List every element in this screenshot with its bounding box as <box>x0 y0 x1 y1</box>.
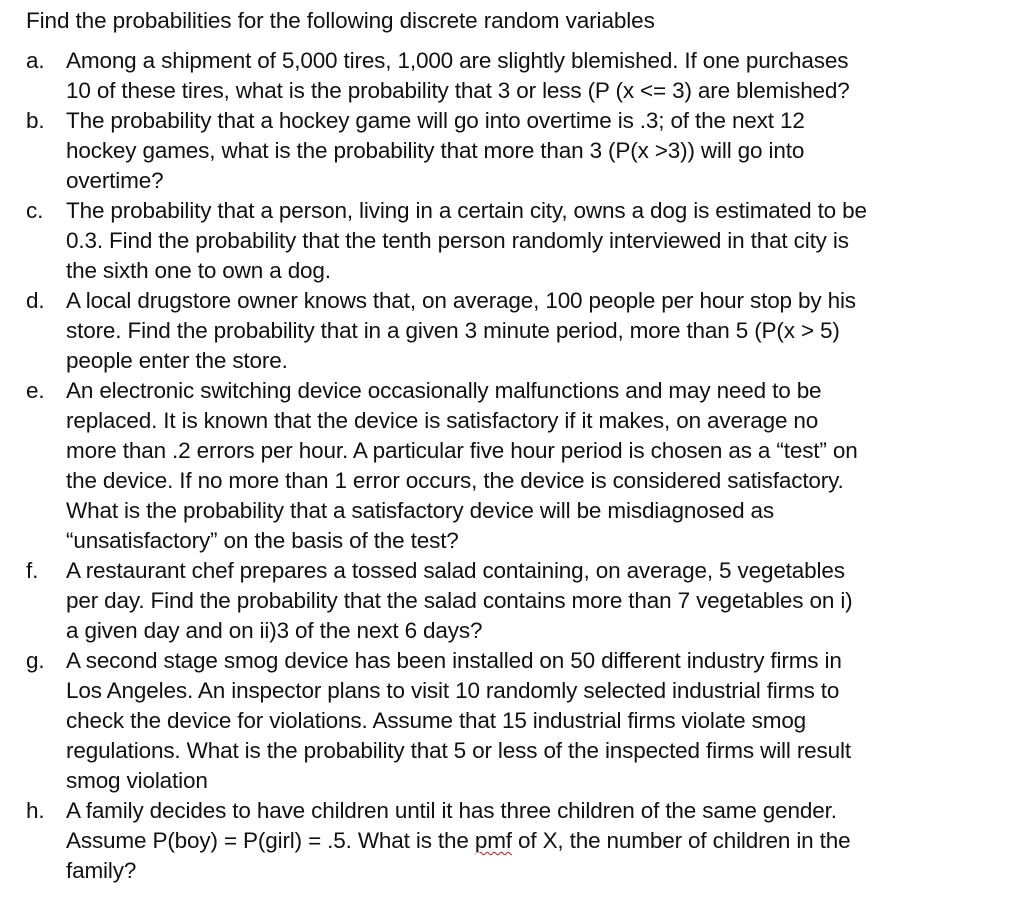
text-line: 0.3. Find the probability that the tenth person randomly interviewed in that city is <box>66 228 849 253</box>
problem-marker: a. <box>26 48 45 73</box>
text-line: more than .2 errors per hour. A particular five hour period is chosen as a “test” on <box>66 438 858 463</box>
text-line: regulations. What is the probability that 5 or less of the inspected firms will result <box>66 738 851 763</box>
page-heading: Find the probabilities for the following discrete random variables <box>26 8 655 33</box>
problem-b <box>26 106 1012 196</box>
problem-text <box>66 376 1012 556</box>
problem-text <box>66 556 1012 646</box>
text-line: “unsatisfactory” on the basis of the test? <box>66 528 459 553</box>
text-line: A local drugstore owner knows that, on average, 100 people per hour stop by his <box>66 288 856 313</box>
text-line: A second stage smog device has been installed on 50 different industry firms in <box>66 648 842 673</box>
problem-marker: g. <box>26 648 45 673</box>
problem-e <box>26 376 1012 556</box>
problem-text <box>66 196 1012 286</box>
problem-text <box>66 286 1012 376</box>
problem-h <box>26 796 1012 886</box>
problem-marker: e. <box>26 378 45 403</box>
text-line: replaced. It is known that the device is satisfactory if it makes, on average no <box>66 408 819 433</box>
problem-f <box>26 556 1012 646</box>
text-line: A family decides to have children until it has three children of the same gender. <box>66 798 837 823</box>
text-line: Among a shipment of 5,000 tires, 1,000 are slightly blemished. If one purchases <box>66 48 849 73</box>
text-line: What is the probability that a satisfactory device will be misdiagnosed as <box>66 498 774 523</box>
problem-text <box>66 106 1012 196</box>
problem-c <box>26 196 1012 286</box>
text-line: An electronic switching device occasionally malfunctions and may need to be <box>66 378 822 403</box>
text-line: check the device for violations. Assume that 15 industrial firms violate smog <box>66 708 807 733</box>
problem-list <box>26 46 1012 886</box>
text-line: The probability that a hockey game will go into overtime is .3; of the next 12 <box>66 108 805 133</box>
text-line: family? <box>66 858 137 883</box>
text-line: the sixth one to own a dog. <box>66 258 331 283</box>
problem-marker: b. <box>26 108 45 133</box>
text-line: per day. Find the probability that the salad contains more than 7 vegetables on i) <box>66 588 853 613</box>
text-line: hockey games, what is the probability that more than 3 (P(x >3)) will go into <box>66 138 805 163</box>
text-line: The probability that a person, living in a certain city, owns a dog is estimated to be <box>66 198 867 223</box>
problem-marker: d. <box>26 288 45 313</box>
problem-text <box>66 646 1012 796</box>
spellcheck-underline: pmf <box>474 828 512 853</box>
text-line: people enter the store. <box>66 348 288 373</box>
problem-a <box>26 46 1012 106</box>
problem-d <box>26 286 1012 376</box>
text-line: store. Find the probability that in a given 3 minute period, more than 5 (P(x > 5) <box>66 318 840 343</box>
text-line: a given day and on ii)3 of the next 6 days? <box>66 618 483 643</box>
text-line: Los Angeles. An inspector plans to visit 10 randomly selected industrial firms to <box>66 678 840 703</box>
text-line: the device. If no more than 1 error occurs, the device is considered satisfactory. <box>66 468 844 493</box>
text-line: Assume P(boy) = P(girl) = .5. What is the pmf of X, the number of children in the <box>66 828 851 853</box>
problem-text <box>66 46 1012 106</box>
problem-marker: f. <box>26 558 39 583</box>
problem-marker: h. <box>26 798 45 823</box>
text-line: smog violation <box>66 768 208 793</box>
text-line: A restaurant chef prepares a tossed salad containing, on average, 5 vegetables <box>66 558 845 583</box>
text-line: 10 of these tires, what is the probability that 3 or less (P (x <= 3) are blemished? <box>66 78 850 103</box>
problem-g <box>26 646 1012 796</box>
problem-text <box>66 796 1012 886</box>
text-line: overtime? <box>66 168 164 193</box>
problem-marker: c. <box>26 198 44 223</box>
